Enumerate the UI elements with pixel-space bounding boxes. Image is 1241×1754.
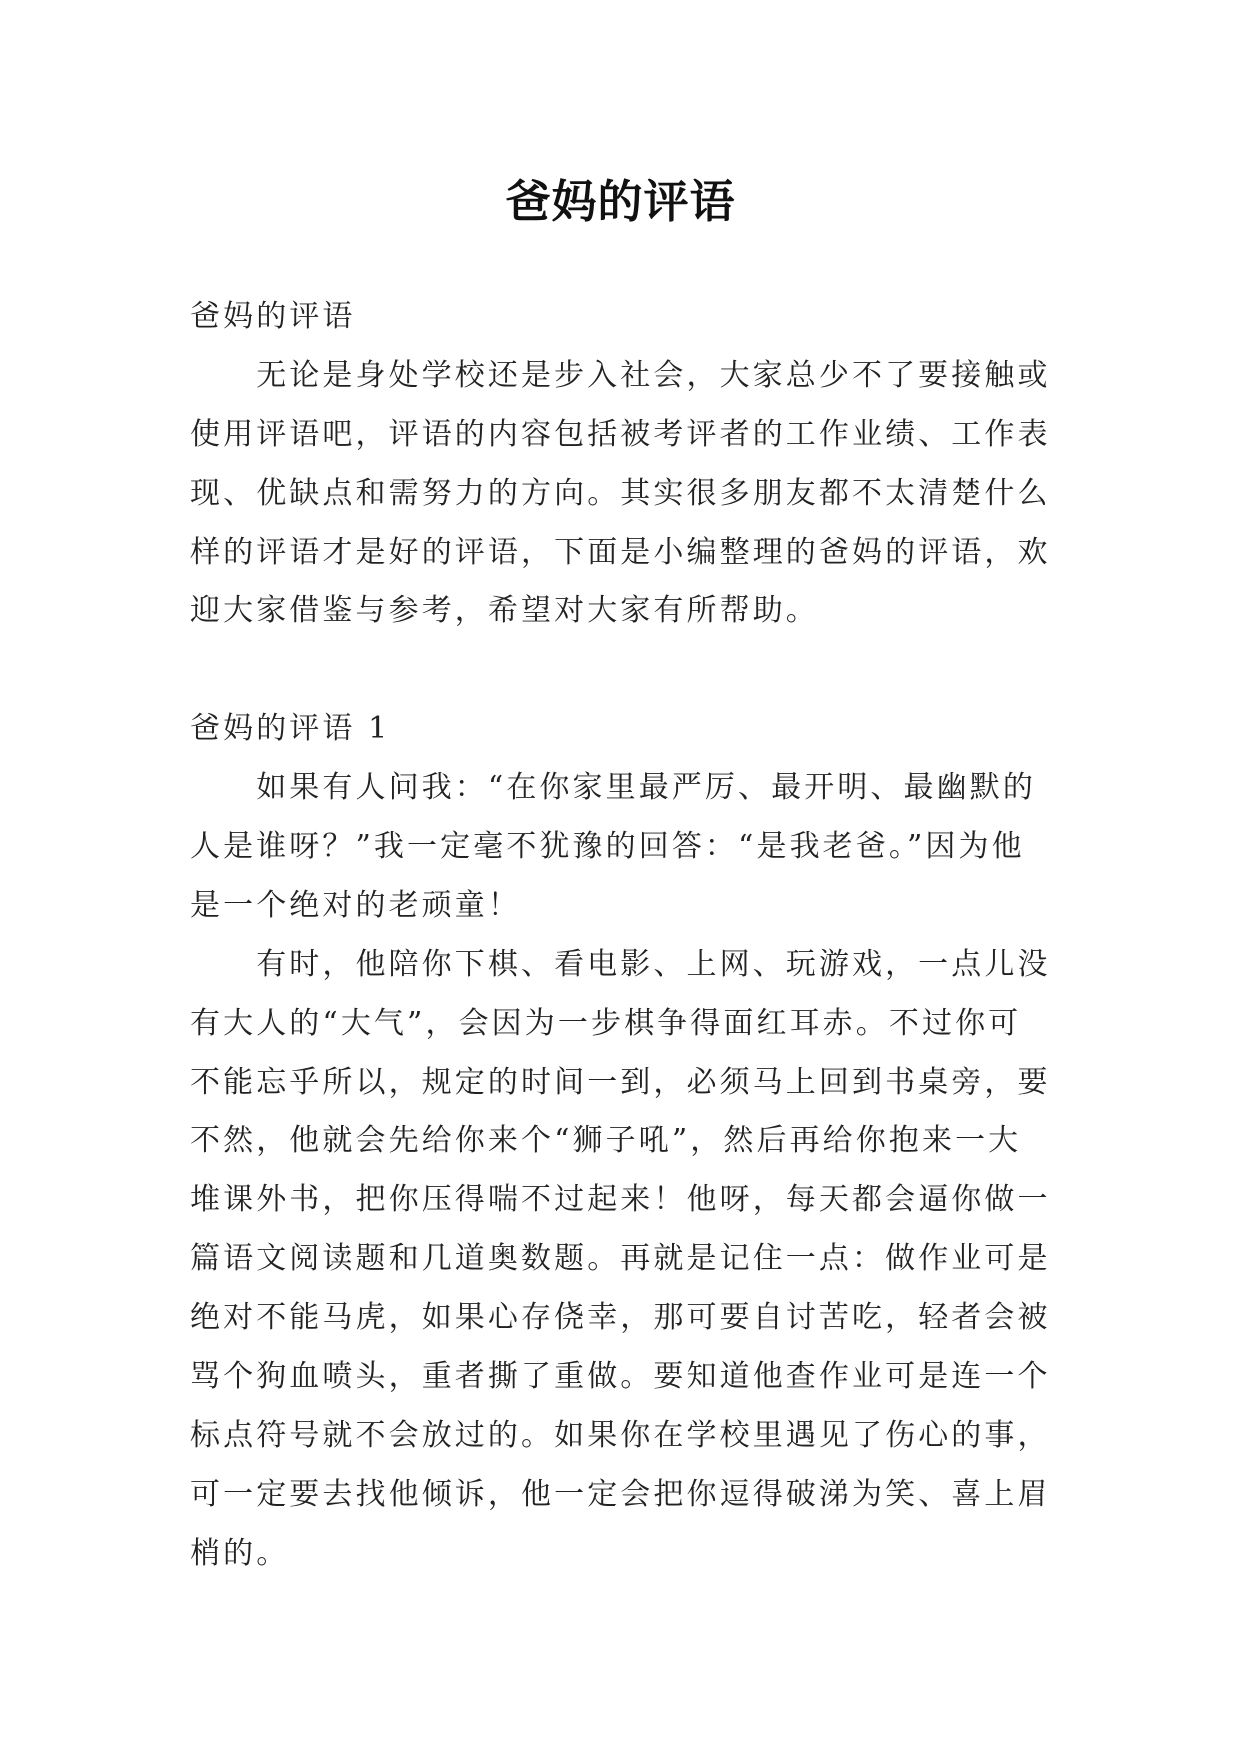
document-body (190, 288, 1090, 1584)
paragraph-line: 现、优缺点和需努力的方向。其实很多朋友都不太清楚什么 (190, 475, 1051, 511)
paragraph-line: 如果有人问我：“在你家里最严厉、最开明、最幽默的 (256, 770, 1036, 806)
paragraph-line: 标点符号就不会放过的。如果你在学校里遇见了伤心的事， (190, 1417, 1051, 1453)
paragraph-line: 骂个狗血喷头，重者撕了重做。要知道他查作业可是连一个 (190, 1359, 1051, 1395)
paragraph-line: 样的评语才是好的评语，下面是小编整理的爸妈的评语，欢 (190, 534, 1051, 570)
paragraph-line: 无论是身处学校还是步入社会，大家总少不了要接触或 (256, 357, 1051, 393)
paragraph-line: 是一个绝对的老顽童！ (190, 887, 521, 923)
paragraph-line: 堆课外书，把你压得喘不过起来！他呀，每天都会逼你做一 (190, 1182, 1051, 1218)
paragraph-line: 梢的。 (190, 1535, 290, 1571)
paragraph-line: 不能忘乎所以，规定的时间一到，必须马上回到书桌旁，要 (190, 1064, 1051, 1100)
section-heading: 爸妈的评语 (190, 299, 356, 334)
paragraph-line: 人是谁呀？”我一定毫不犹豫的回答：“是我老爸。”因为他 (190, 829, 1025, 865)
paragraph-line: 不然，他就会先给你来个“狮子吼”，然后再给你抱来一大 (190, 1123, 1022, 1159)
paragraph-line: 有时，他陪你下棋、看电影、上网、玩游戏，一点儿没 (256, 946, 1051, 982)
document-title: 爸妈的评语 (505, 175, 736, 228)
section-heading: 爸妈的评语 1 (190, 711, 391, 747)
paragraph-line: 可一定要去找他倾诉，他一定会把你逗得破涕为笑、喜上眉 (190, 1476, 1051, 1512)
intro-paragraph (190, 347, 1090, 641)
paragraph-line: 迎大家借鉴与参考，希望对大家有所帮助。 (190, 593, 819, 629)
blank-line (190, 641, 1090, 700)
paragraph-line: 使用评语吧，评语的内容包括被考评者的工作业绩、工作表 (190, 416, 1051, 452)
paragraph-line: 篇语文阅读题和几道奥数题。再就是记住一点：做作业可是 (190, 1241, 1051, 1277)
section-paragraph (190, 759, 1090, 936)
paragraph-line: 绝对不能马虎，如果心存侥幸，那可要自讨苦吃，轻者会被 (190, 1300, 1051, 1336)
section-paragraph (190, 936, 1090, 1584)
paragraph-line: 有大人的“大气”，会因为一步棋争得面红耳赤。不过你可 (190, 1005, 1022, 1041)
